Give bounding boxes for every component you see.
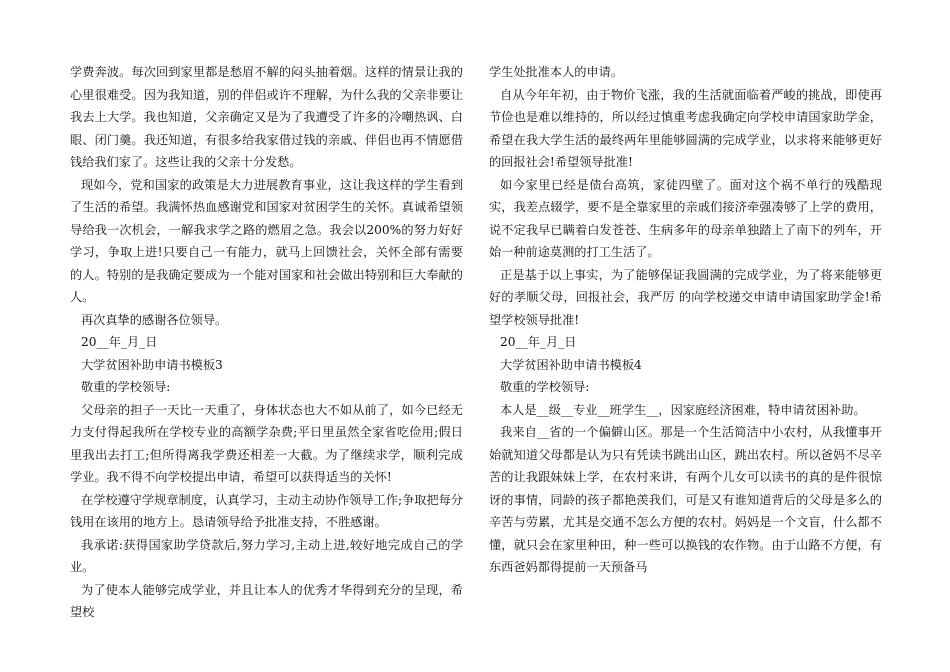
section-heading: 大学贫困补助申请书模板4 [500,357,642,372]
paragraph: 在学校遵守学规章制度，认真学习，主动主动协作领导工作;争取把每分钱用在该用的地方上。恳请领导给予批准支持，不胜感谢。 [70,492,463,529]
left-column [70,61,463,624]
paragraph: 我承诺:获得国家助学贷款后,努力学习,主动上进,较好地完成自己的学业。 [70,537,463,574]
paragraph: 自从今年年初，由于物价飞涨，我的生活就面临着严峻的挑战，即使再节俭也是难以维持的，所以经过慎重考虑我确定向学校申请国家助学金，希望在我大学生活的最终两年里能够圆满的完成学业，以求将来能够更好的回报社会!希望领导批准! [489,87,882,169]
salutation: 敬重的学校领导: [500,380,590,394]
paragraph: 学生处批准本人的申请。 [489,65,624,79]
paragraph: 为了使本人能够完成学业，并且让本人的优秀才华得到充分的呈现，希望校 [70,582,463,619]
paragraph: 父母亲的担子一天比一天重了，身体状态也大不如从前了，如今已经无力支付得起我所在学校专业的高额学杂费;平日里虽然全家省吃俭用;假日里我出去打工;但所得离我学费还相差一大截。为了继续求学，顺利完成学业。我不得不向学校提出申请，希望可以获得适当的关怀! [70,402,463,484]
paragraph: 现如今，党和国家的政策是大力进展教育事业，这让我这样的学生看到了生活的希望。我满怀热血感谢党和国家对贫困学生的关怀。真诚希望领导给我一次机会，一解我求学之路的燃眉之急。我会以200%的努力好好学习，争取上进!只要自己一有能力，就马上回馈社会，关怀全部有需要的人。特别的是我确定要成为一个能对国家和社会做出特别和巨大奉献的人。 [70,177,463,304]
salutation: 敬重的学校领导: [81,380,171,394]
date-line: 20__年_月_日 [500,335,577,349]
paragraph: 学费奔波。每次回到家里都是愁眉不解的闷头抽着烟。这样的情景让我的心里很难受。因为我知道，别的伴侣或许不理解，为什么我的父亲非要让我去上大学。我也知道，父亲确定又是为了我遭受了许多的冷嘲热讽、白眼、闭门羹。我还知道，有很多给我家借过钱的亲戚、伴侣也再不情愿借钱给我们家了。这些让我的父亲十分发愁。 [70,65,463,169]
section-heading: 大学贫困补助申请书模板3 [81,357,223,372]
date-line: 20__年_月_日 [81,335,158,349]
right-column [489,61,882,579]
paragraph: 如今家里已经是债台高筑，家徒四壁了。面对这个祸不单行的残酷现实，我差点辍学，要不是全靠家里的亲戚们接济牵强凑够了上学的费用，说不定我早已瞒着白发苍苍、生病多年的母亲单独踏上了南下的列车，开始一种前途莫测的打工生活了。 [489,177,882,259]
paragraph: 再次真挚的感谢各位领导。 [81,312,228,327]
paragraph: 正是基于以上事实，为了能够保证我圆满的完成学业，为了将来能够更好的孝顺父母，回报社会，我严厉 的向学校递交申请申请国家助学金!希望学校领导批准! [489,267,882,327]
paragraph: 我来自__省的一个偏僻山区。那是一个生活简洁中小农村，从我懂事开始就知道父母都是认为只有凭读书跳出山区，跳出农村。所以爸妈不尽辛苦的让我跟妹妹上学，在农村来讲，有两个儿女可以读书的真的是件很惊讶的事情，同龄的孩子都艳羡我们，可是又有谁知道背后的父母是多么的辛苦与劳累，尤其是交通不怎么方便的农村。妈妈是一个文盲，什么都不懂，就只会在家里种田，种一些可以换钱的农作物。由于山路不方便，有东西爸妈都得提前一天预备马 [489,425,882,574]
paragraph: 本人是__级__专业__班学生__，因家庭经济困难，特申请贫困补助。 [500,402,866,417]
